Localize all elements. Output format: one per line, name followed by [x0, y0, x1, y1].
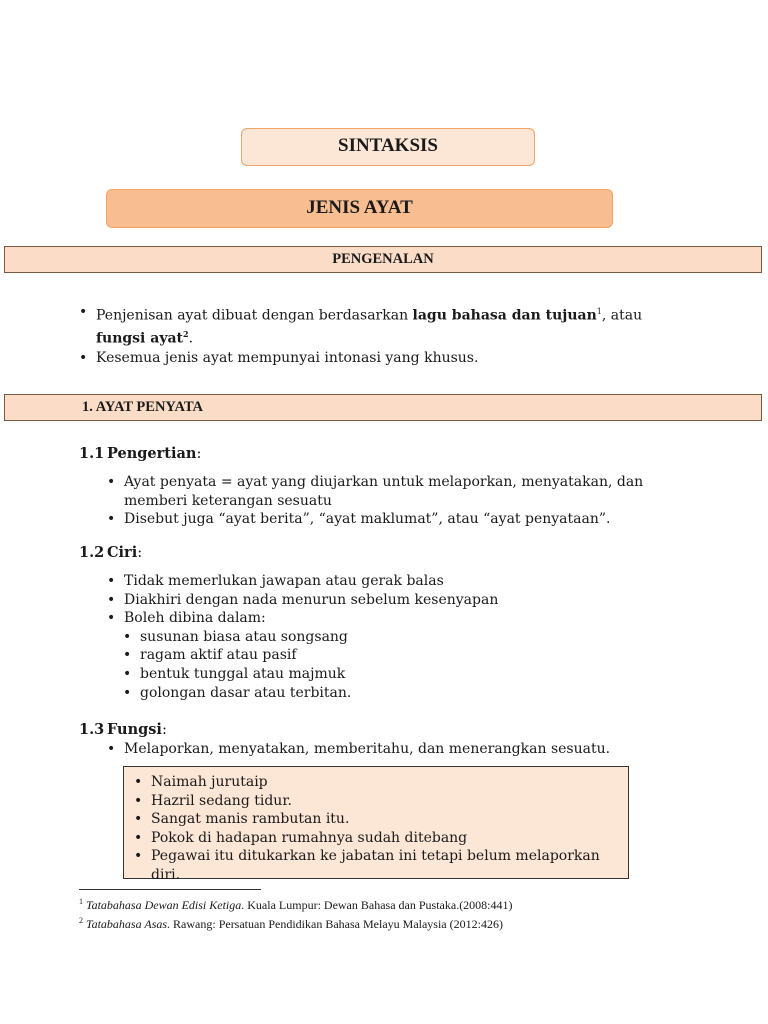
- heading-1-3: [79, 721, 167, 738]
- example-list: [151, 773, 628, 885]
- heading-colon: :: [161, 722, 167, 738]
- intro-list: [96, 303, 686, 367]
- heading-1-1: [79, 445, 201, 462]
- sub-list-item: • bentuk tunggal atau majmuk: [140, 665, 684, 684]
- intro-bold-d: fungsi ayat: [96, 330, 183, 347]
- intro-text-c: , atau: [601, 307, 643, 324]
- heading-title: Pengertian: [107, 445, 197, 462]
- footnote-source-rest: . Rawang: Persatuan Pendidikan Bahasa Melayu Malaysia (2012:426): [167, 917, 503, 931]
- intro-bold-b: lagu bahasa dan tujuan: [412, 307, 597, 324]
- example-item: • Pegawai itu ditukarkan ke jabatan ini tetapi belum melaporkan diri.: [151, 847, 628, 884]
- example-box: [123, 766, 629, 883]
- sub-list-item: • susunan biasa atau songsang: [140, 628, 684, 647]
- list-item: • Boleh dibina dalam:: [124, 609, 684, 628]
- intro-text-a: Penjenisan ayat dibuat dengan berdasarkan: [96, 307, 413, 324]
- intro-item: • Kesemua jenis ayat mempunyai intonasi yang khusus.: [96, 349, 686, 368]
- sub-list-item: • golongan dasar atau terbitan.: [140, 684, 684, 703]
- list-item: • Disebut juga “ayat berita”, “ayat maklumat”, atau “ayat penyataan”.: [124, 510, 684, 529]
- intro-bar-label: PENGENALAN: [332, 251, 434, 267]
- footnote-ref-2: 2: [183, 329, 189, 340]
- example-item: • Naimah jurutaip: [151, 773, 628, 792]
- list-1-2: [124, 572, 684, 702]
- footnote-source-title: Tatabahasa Dewan Edisi Ketiga: [86, 898, 242, 912]
- list-1-1: [124, 473, 684, 529]
- example-item: • Hazril sedang tidur.: [151, 792, 628, 811]
- intro-bar: [4, 246, 762, 273]
- sub-list-item: • ragam aktif atau pasif: [140, 646, 684, 665]
- heading-colon: :: [196, 446, 202, 462]
- footnote-ref-1: 1: [596, 307, 602, 316]
- heading-title: Ciri: [107, 544, 138, 561]
- heading-number: 1.2: [79, 544, 105, 561]
- list-item: • Diakhiri dengan nada menurun sebelum kesenyapan: [124, 591, 684, 610]
- list-1-3: [124, 740, 684, 759]
- example-item: • Pokok di hadapan rumahnya sudah ditebang: [151, 829, 628, 848]
- intro-item: [96, 303, 686, 349]
- title-box: [241, 128, 535, 166]
- section-bar-label: 1. AYAT PENYATA: [82, 399, 204, 415]
- list-item: • Melaporkan, menyatakan, memberitahu, dan menerangkan sesuatu.: [124, 740, 684, 759]
- footnote-1: [79, 894, 513, 913]
- section-bar: [4, 394, 762, 421]
- list-item: • Tidak memerlukan jawapan atau gerak balas: [124, 572, 684, 591]
- list-item: • Ayat penyata = ayat yang diujarkan untuk melaporkan, menyatakan, dan memberi keterangan sesuatu: [124, 473, 684, 510]
- heading-1-2: [79, 544, 142, 561]
- page-subtitle: JENIS AYAT: [306, 197, 413, 218]
- page-title: SINTAKSIS: [338, 135, 438, 156]
- example-item: • Sangat manis rambutan itu.: [151, 810, 628, 829]
- heading-colon: :: [137, 545, 143, 561]
- heading-number: 1.3: [79, 721, 105, 738]
- footnote-mark: 1: [79, 897, 83, 906]
- footnote-source-title: Tatabahasa Asas: [86, 917, 168, 931]
- heading-title: Fungsi: [107, 721, 162, 738]
- intro-text-e: .: [188, 330, 194, 347]
- footnote-2: [79, 913, 513, 932]
- footnote-mark: 2: [79, 916, 83, 925]
- subtitle-box: [106, 189, 613, 228]
- footnotes: [79, 894, 513, 932]
- footnote-divider: [79, 889, 261, 890]
- heading-number: 1.1: [79, 445, 105, 462]
- footnote-source-rest: . Kuala Lumpur: Dewan Bahasa dan Pustaka.(2008:441): [241, 898, 513, 912]
